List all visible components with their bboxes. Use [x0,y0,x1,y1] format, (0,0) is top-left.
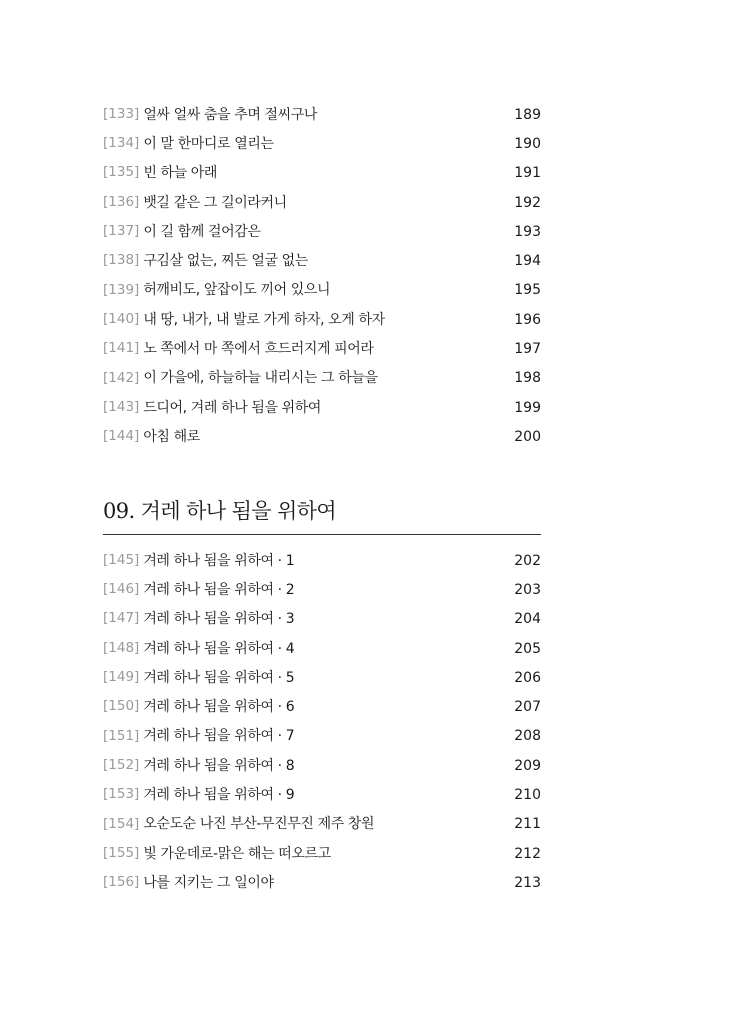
toc-entry-number: [134] [103,135,140,152]
toc-entry-page: 209 [514,757,541,774]
toc-entry[interactable] [103,246,541,275]
toc-entry-left [103,193,287,211]
toc-entry-left [103,876,274,890]
toc-entry-page: 210 [514,787,541,804]
toc-entry-left [103,639,295,657]
toc-entry-number: [133] [103,105,140,122]
toc-entry-number: [148] [103,639,140,656]
toc-entry-number: [138] [103,252,140,269]
toc-entry[interactable] [103,217,541,246]
section-title: 09. 겨레 하나 됨을 위하여 [103,499,337,523]
toc-entry-number: [142] [103,369,140,386]
toc-entry[interactable] [103,605,541,634]
toc-list-part-09 [103,546,541,898]
toc-entry-page: 204 [514,611,541,628]
toc-entry-page: 203 [514,581,541,598]
toc-entry-page: 198 [514,370,541,387]
toc-entry-left [103,342,374,356]
toc-entry-page: 205 [514,640,541,657]
toc-entry[interactable] [103,751,541,780]
toc-entry-title: 겨레 하나 됨을 위하여 · 4 [143,640,295,657]
toc-entry[interactable] [103,393,541,422]
toc-entry[interactable] [103,546,541,575]
toc-entry-title: 겨레 하나 됨을 위하여 · 2 [143,581,295,598]
toc-entry-title: 이 가을에, 하늘하늘 내리시는 그 하늘을 [143,370,378,387]
toc-entry-number: [156] [103,874,140,891]
toc-entry[interactable] [103,100,541,129]
toc-entry-number: [153] [103,786,140,803]
toc-entry-number: [151] [103,727,140,744]
toc-entry-title: 아침 해로 [143,428,200,445]
toc-entry-page: 208 [514,728,541,745]
toc-entry-title: 노 쪽에서 마 쪽에서 흐드러지게 피어라 [143,341,374,358]
toc-entry-left [103,371,378,385]
toc-entry-left [103,166,217,180]
toc-entry-page: 211 [514,816,541,833]
toc-entry[interactable] [103,575,541,604]
toc-entry[interactable] [103,129,541,158]
toc-entry-page: 193 [514,223,541,240]
toc-entry-left [103,788,294,802]
toc-entry-title: 빈 하늘 아래 [143,165,218,182]
toc-entry[interactable] [103,364,541,393]
toc-entry-page: 199 [514,399,541,416]
toc-entry-page: 195 [514,282,541,299]
toc-entry[interactable] [103,868,541,897]
toc-entry-page: 192 [514,194,541,211]
toc-entry-number: [152] [103,756,140,773]
toc-entry[interactable] [103,810,541,839]
toc-entry-page: 197 [514,341,541,358]
section-heading [103,498,541,535]
toc-entry[interactable] [103,722,541,751]
toc-entry[interactable] [103,780,541,809]
toc-entry[interactable] [103,276,541,305]
toc-entry-left [103,398,322,416]
toc-entry-number: [137] [103,223,140,240]
toc-entry[interactable] [103,663,541,692]
toc-entry-left [103,583,294,597]
toc-entry-page: 196 [514,311,541,328]
toc-entry-number: [143] [103,398,140,415]
toc-entry-page: 207 [514,699,541,716]
toc-entry-title: 뱃길 같은 그 길이라커니 [143,194,287,211]
toc-entry-left [103,310,385,328]
toc-entry-number: [139] [103,281,140,298]
toc-entry-left [103,283,330,297]
toc-entry-title: 허깨비도, 앞잡이도 끼어 있으니 [143,282,331,299]
toc-entry-number: [146] [103,581,140,598]
toc-entry-number: [155] [103,844,140,861]
toc-entry-title: 내 땅, 내가, 내 발로 가게 하자, 오게 하자 [143,311,385,328]
toc-entry-page: 189 [514,106,541,123]
toc-entry-title: 드디어, 겨레 하나 됨을 위하여 [143,399,322,416]
toc-entry[interactable] [103,334,541,363]
toc-entry-title: 이 길 함께 걸어감은 [143,223,261,240]
toc-entry-number: [135] [103,164,140,181]
toc-entry-left [103,612,294,626]
toc-entry-left [103,551,295,569]
toc-entry-left [103,844,331,862]
toc-entry-number: [136] [103,193,140,210]
toc-entry-title: 빛 가운데로-맑은 해는 떠오르고 [143,845,331,862]
toc-entry-number: [147] [103,610,140,627]
toc-entry-number: [154] [103,815,140,832]
toc-entry-page: 202 [514,552,541,569]
toc-entry-number: [145] [103,551,140,568]
toc-entry-page: 200 [514,428,541,445]
toc-entry[interactable] [103,692,541,721]
toc-entry-title: 겨레 하나 됨을 위하여 · 6 [143,699,295,716]
toc-entry-left [103,756,295,774]
toc-entry-page: 191 [514,165,541,182]
toc-list-part-08 [103,100,541,452]
toc-entry-number: [144] [103,428,140,445]
toc-entry-title: 구김살 없는, 찌든 얼굴 없는 [143,253,308,270]
toc-entry[interactable] [103,159,541,188]
toc-entry-title: 겨레 하나 됨을 위하여 · 7 [143,728,295,745]
toc-entry-title: 나를 지키는 그 일이야 [143,874,274,891]
toc-entry[interactable] [103,305,541,334]
toc-entry-page: 190 [514,135,541,152]
toc-entry-title: 이 말 한마디로 열리는 [143,135,274,152]
toc-entry-title: 겨레 하나 됨을 위하여 · 3 [143,611,295,628]
toc-entry[interactable] [103,634,541,663]
toc-entry-left [103,225,260,239]
toc-entry-left [103,671,294,685]
toc-entry-left [103,700,294,714]
toc-entry-left [103,105,318,123]
toc-entry-number: [140] [103,310,140,327]
toc-entry-left [103,137,274,151]
toc-entry[interactable] [103,422,541,451]
toc-entry-left [103,430,200,444]
toc-entry-page: 206 [514,669,541,686]
toc-entry-title: 겨레 하나 됨을 위하여 · 9 [143,787,295,804]
toc-entry-title: 겨레 하나 됨을 위하여 · 5 [143,669,295,686]
toc-entry-left [103,729,294,743]
toc-entry-title: 얼싸 얼싸 춤을 추며 절씨구나 [143,106,318,123]
toc-entry-title: 오순도순 나진 부산-무진무진 제주 창원 [143,816,375,833]
toc-entry-page: 212 [514,845,541,862]
toc-entry-page: 194 [514,253,541,270]
toc-entry-page: 213 [514,874,541,891]
toc-entry-number: [149] [103,669,140,686]
toc-entry-title: 겨레 하나 됨을 위하여 · 8 [143,757,295,774]
toc-entry[interactable] [103,188,541,217]
toc-entry-number: [141] [103,340,140,357]
toc-entry-left [103,254,308,268]
toc-entry-number: [150] [103,698,140,715]
toc-entry[interactable] [103,839,541,868]
toc-entry-title: 겨레 하나 됨을 위하여 · 1 [143,552,295,569]
toc-entry-left [103,817,374,831]
